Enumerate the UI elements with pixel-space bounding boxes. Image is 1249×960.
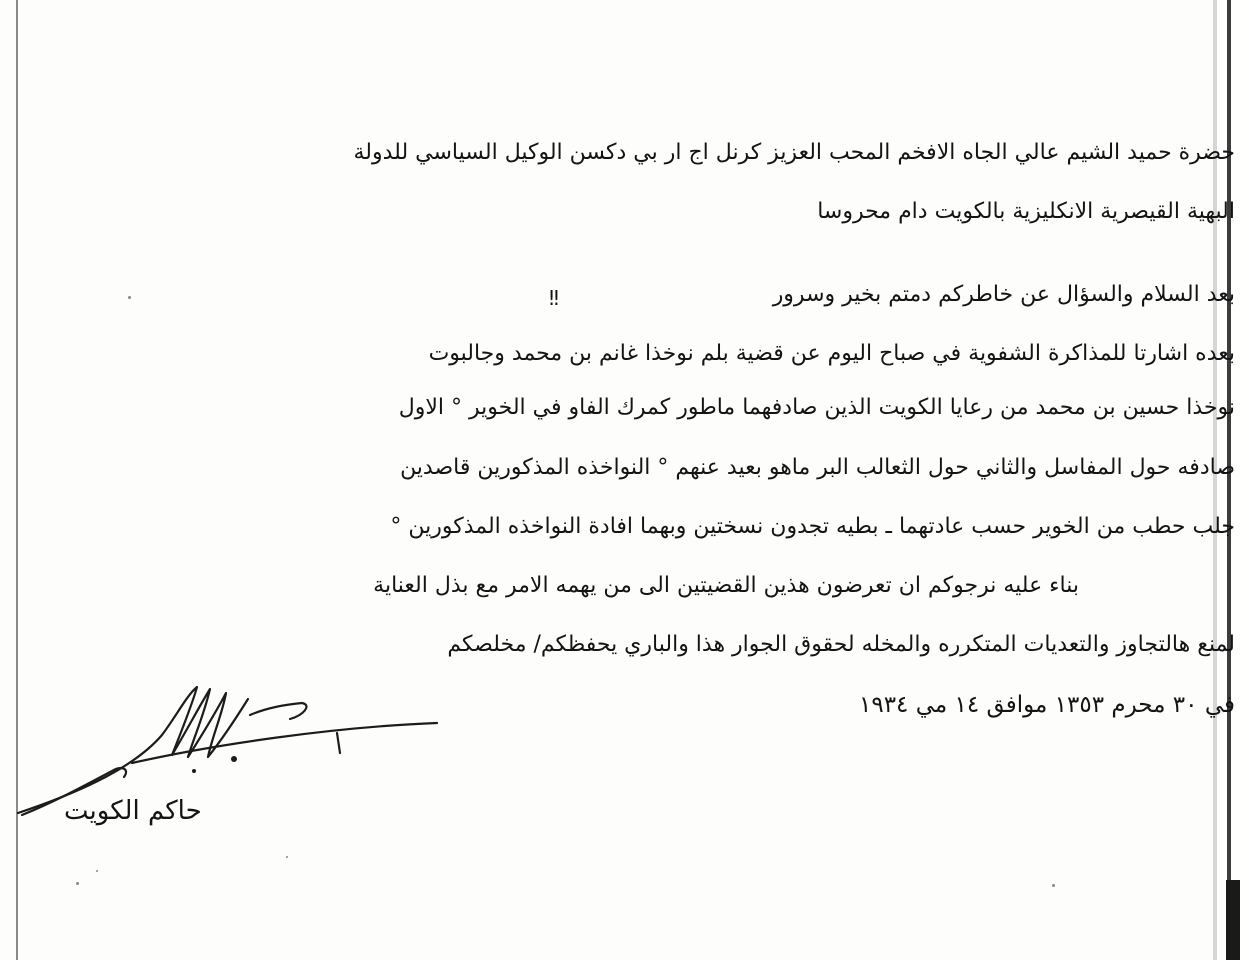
letter-line-2: البهية القيصرية الانكليزية بالكويت دام محروسا bbox=[817, 199, 1235, 224]
signature-dot-2 bbox=[192, 769, 196, 773]
paper-speck bbox=[1052, 884, 1055, 887]
signature-alif bbox=[337, 733, 340, 753]
signature-stroke-2 bbox=[250, 703, 306, 719]
letter-line-4: بعده اشارتا للمذاكرة الشفوية في صباح اليوم عن قضية بلم نوخذا غانم بن محمد وجالبوت bbox=[428, 341, 1235, 366]
letter-date: في ٣٠ محرم ١٣٥٣ موافق ١٤ مي ١٩٣٤ bbox=[858, 692, 1235, 718]
letter-line-6: صادفه حول المفاسل والثاني حول الثعالب البر ماهو بعيد عنهم ° النواخذه المذكورين قاصدين bbox=[400, 455, 1235, 480]
letter-line-5: نوخذا حسين بن محمد من رعايا الكويت الذين صادفهما ماطور كمرك الفاو في الخوير ° الاول bbox=[398, 395, 1235, 420]
closing-title: حاكم الكويت bbox=[64, 796, 202, 826]
paper-speck bbox=[286, 856, 288, 858]
signature-dot-1 bbox=[231, 756, 237, 762]
paper-speck bbox=[128, 296, 131, 299]
letter-line-7: جلب حطب من الخوير حسب عادتهما ـ بطيه تجدون نسختين وبهما افادة النواخذه المذكورين ° bbox=[390, 514, 1235, 539]
signature-main-loop bbox=[18, 687, 248, 813]
paper-speck bbox=[76, 882, 79, 885]
paper-speck bbox=[96, 870, 98, 872]
quote-mark: ‼ bbox=[549, 286, 559, 310]
letter-line-1: حضرة حميد الشيم عالي الجاه الافخم المحب العزيز كرنل اج ار بي دكسن الوكيل السياسي للدولة bbox=[353, 140, 1235, 165]
letter-line-3: بعد السلام والسؤال عن خاطركم دمتم بخير وسرور bbox=[772, 282, 1235, 307]
letter-line-8: بناء عليه نرجوكم ان تعرضون هذين القضيتين الى من يهمه الامر مع بذل العناية bbox=[373, 573, 1079, 598]
letter-line-9: لمنع هالتجاوز والتعديات المتكرره والمخله لحقوق الجوار هذا والباري يحفظكم/ مخلصكم bbox=[447, 632, 1235, 657]
page-right-edge-dark bbox=[1226, 880, 1240, 960]
